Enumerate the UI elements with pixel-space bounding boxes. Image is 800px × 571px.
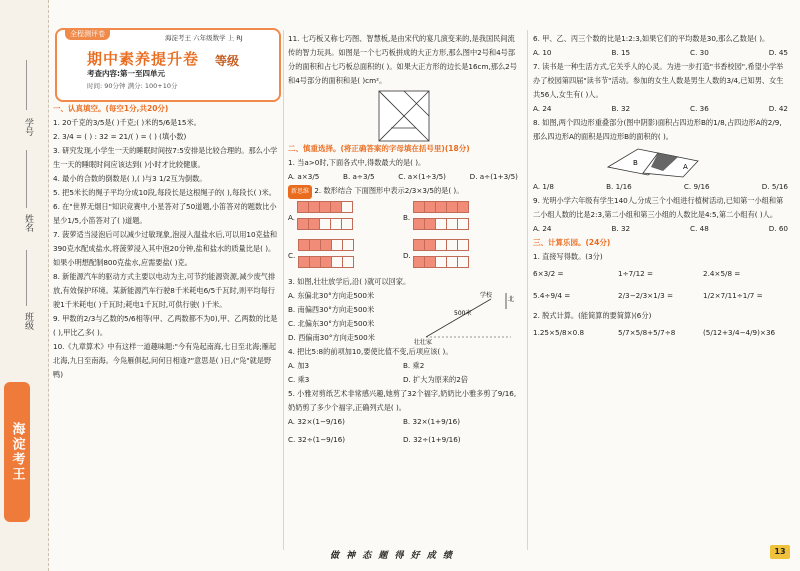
quick-calc-grid — [533, 267, 788, 303]
calc-item: 2/3−2/3×1/3 = — [618, 291, 674, 300]
option-d: D. 60 — [768, 224, 788, 233]
question-1-2: 2. 3/4 = ( ) : 32 = 21/( ) = ( ) (填小数) — [53, 132, 187, 141]
figure-c-label: C. — [288, 251, 296, 260]
figure-c — [298, 239, 353, 273]
question-1-9: 9. 甲数的2/3与乙数的5/6相等(甲、乙两数都不为0),甲、乙两数的比是( ),甲比乙多( )。 — [53, 314, 278, 337]
option-b: B. 15 — [611, 48, 631, 57]
page-number: 13 — [770, 545, 790, 559]
column-3 — [533, 32, 788, 340]
distance-label: 500米 — [454, 310, 472, 317]
option-d: D. a÷(1+3/5) — [469, 172, 518, 181]
quadrilateral-figure — [603, 145, 723, 179]
exam-header — [55, 28, 281, 102]
new-thinking-tag: 新思维 — [288, 185, 312, 199]
header-series: 海淀考王 六年级数学 上 RJ — [165, 34, 243, 42]
calc-2-heading: 2. 脱式计算。(能简算的要简算)(6分) — [533, 311, 652, 320]
option-a: A. 加3 — [288, 361, 310, 370]
question-2-5: 5. 小雅对剪纸艺术非常感兴趣,她剪了32个福字,奶奶比小雅多剪了9/16,奶奶剪了多少个福字,正确列式是( )。 — [288, 389, 517, 412]
north-label: 北 — [508, 296, 515, 303]
margin-label-student-no: 学号 — [23, 118, 33, 136]
question-1-8: 8. 新能源汽车的驱动方式主要以电动为主,可节约能源资源,减少废气排放,有效保护环境。某新能源汽车行驶8千米耗电6/5千瓦时,则平均每行驶1千米耗电( )千瓦时;耗电1千瓦时,可供行驶( )千米。 — [53, 272, 276, 309]
option-b: B. 32 — [611, 224, 631, 233]
question-1-1: 1. 20千克的3/5是( )千克;( )米的5/6是15米。 — [53, 118, 201, 127]
question-2-3: 3. 如图,壮壮放学后,沿( )就可以回家。 — [288, 277, 411, 286]
calc-item: (5/12+3/4−4/9)×36 — [703, 328, 776, 337]
calc-item: 1/2×7/11÷1/7 = — [703, 291, 763, 300]
option-b: B. a÷3/5 — [343, 172, 375, 181]
calc-item: 5.4÷9/4 = — [533, 291, 571, 300]
calc-item: 5/7×5/8+5/7÷8 — [618, 328, 676, 337]
margin-label-class: 班级 — [23, 312, 33, 330]
question-1-10: 10.《九章算术》中有这样一道趣味题:"今有凫起南海,七日至北海;雁起北海,九日至南海。今凫雁俱起,问何日相逢?"意思是( )日,("凫"就是野鸭) — [53, 342, 277, 379]
option-d: D. 5/16 — [761, 182, 788, 191]
question-2-6: 6. 甲、乙、丙三个数的比是1:2:3,如果它们的平均数是30,那么乙数是( )。 — [533, 34, 770, 43]
step-calc-grid — [533, 326, 788, 340]
column-2 — [288, 32, 518, 447]
figure-b — [413, 201, 468, 235]
route-map — [406, 289, 516, 345]
option-c: C. 36 — [690, 104, 709, 113]
question-2-1: 1. 当a>0时,下面各式中,得数最大的是( )。 — [288, 158, 426, 167]
figure-a — [297, 201, 352, 235]
calc-item: 2.4×5/8 = — [703, 269, 741, 278]
question-1-5: 5. 把5米长的绳子平均分成10段,每段长是这根绳子的( ),每段长( )米。 — [53, 188, 276, 197]
home-label: 壮壮家 — [414, 339, 433, 345]
footer-slogan: 做 神 态 题 得 好 成 绩 — [330, 551, 454, 561]
figure-d-label: D. — [403, 251, 411, 260]
option-b: B. 乘2 — [403, 361, 425, 370]
option-c: C. 9/16 — [683, 182, 710, 191]
binding-margin — [0, 0, 49, 571]
header-badge: 全程测评卷 — [65, 28, 110, 40]
option-a: A. 东偏北30°方向走500米 — [288, 291, 375, 300]
option-c: C. 30 — [690, 48, 709, 57]
question-2-1-options — [288, 170, 518, 184]
option-b: B. 32×(1+9/16) — [403, 417, 461, 426]
option-a: A. a×3/5 — [288, 172, 320, 181]
calc-item: 1÷7/12 = — [618, 269, 654, 278]
section-1-heading: 一、认真填空。(每空1分,共20分) — [53, 104, 169, 113]
option-a: A. 1/8 — [533, 182, 554, 191]
figure-b-label: B. — [403, 213, 411, 222]
label-a: A — [683, 163, 688, 171]
level-label: 等级 — [215, 54, 240, 68]
section-2-heading: 二、慎重选择。(将正确答案的字母填在括号里)(18分) — [288, 144, 470, 153]
question-1-4: 4. 最小的合数的倒数是( ),( )与3 1/2互为倒数。 — [53, 174, 207, 183]
question-2-7: 7. 读书是一种生活方式,它关乎人的心灵。为进一步打造"书香校园",希望小学举办了校园第四届"读书节"活动。参加的女生人数是男生人数的3/4,已知男、女生共56人,女生有( )人。 — [533, 62, 784, 99]
option-c: C. 北偏东30°方向走500米 — [288, 319, 375, 328]
brand-logo: 海淀考王 — [4, 382, 30, 522]
calc-1-heading: 1. 直接写得数。(3分) — [533, 252, 603, 261]
label-b: B — [633, 159, 638, 167]
question-1-3: 3. 研究发现,小学生一天的睡眠时间按7:5安排是比较合理的。那么小学生一天的睡眠时间应该达到( )小时才比较健康。 — [53, 146, 278, 169]
question-2-8: 8. 如图,两个四边形重叠部分(图中阴影)面积占四边形B的1/8,占四边形A的2/9,那么四边形A的面积是四边形B的面积的( )。 — [533, 118, 782, 141]
option-a: A. 24 — [533, 104, 552, 113]
question-2-9: 9. 光明小学六年级有学生140人,分成三个小组进行植树活动,已知第一小组和第二小组人数的比是2:3,第二小组和第三小组的人数比是4:5,第二小组有( )人。 — [533, 196, 784, 219]
exam-meta: 时间: 90分钟 满分: 100+10分 — [87, 82, 178, 90]
figure-a-label: A. — [288, 213, 296, 222]
calc-item: 1.25×5/8×0.8 — [533, 328, 585, 337]
option-c: C. a×(1÷3/5) — [398, 172, 446, 181]
option-d: D. 32÷(1+9/16) — [403, 435, 461, 444]
question-1-7: 7. 菠萝适当浸泡后可以减少过敏现象,泡浸入温盐水后,可以用10克盐和390克水配成盐水,将菠萝浸入其中泡20分钟,盐和盐水的质量比是( )。如果小明想配制800克盐水,应需要盐( )克。 — [53, 230, 278, 267]
column-1 — [53, 102, 279, 382]
margin-label-name: 姓名 — [23, 214, 33, 232]
option-a: A. 10 — [533, 48, 552, 57]
option-d: D. 西偏南30°方向走500米 — [288, 333, 375, 342]
option-d: D. 扩大为原来的2倍 — [403, 375, 468, 384]
option-b: B. 32 — [611, 104, 631, 113]
option-c: C. 乘3 — [288, 375, 310, 384]
question-2-2-figures — [288, 201, 518, 273]
option-d: D. 42 — [768, 104, 788, 113]
option-b: B. 1/16 — [606, 182, 632, 191]
figure-d — [413, 239, 468, 273]
question-1-11: 11. 七巧板又称七巧图、智慧板,是由宋代的宴几演变来的,是我国民间流传的智力玩具。如图是一个七巧板拼成的大正方形,那么图中2号和4号部分的面积和占七巧板总面积的( )。如果大正方形的边长是16cm,那么2号和4号部分的面积和是( )cm²。 — [288, 34, 517, 85]
section-3-heading: 三、计算乐园。(24分) — [533, 238, 611, 247]
exam-range: 考查内容:第一至四单元 — [87, 69, 165, 78]
page-title: 期中素养提升卷 — [87, 50, 200, 68]
option-c: C. 32÷(1−9/16) — [288, 435, 346, 444]
option-b: B. 南偏西30°方向走500米 — [288, 305, 375, 314]
tangram-figure — [378, 90, 448, 142]
option-a: A. 24 — [533, 224, 552, 233]
question-2-2: 2. 数形结合 下面图形中表示2/3×3/5的是( )。 — [314, 186, 464, 195]
question-2-4: 4. 把比5:8的前项加10,要使比值不变,后项应该( )。 — [288, 347, 453, 356]
option-c: C. 48 — [690, 224, 709, 233]
school-label: 学校 — [480, 292, 493, 299]
option-a: A. 32×(1−9/16) — [288, 417, 345, 426]
option-d: D. 45 — [768, 48, 788, 57]
calc-item: 6×3/2 = — [533, 269, 564, 278]
question-1-6: 6. 在"世界无烟日"知识竞赛中,小星答对了50道题,小笛答对的题数比小星少1/5,小笛答对了( )道题。 — [53, 202, 277, 225]
